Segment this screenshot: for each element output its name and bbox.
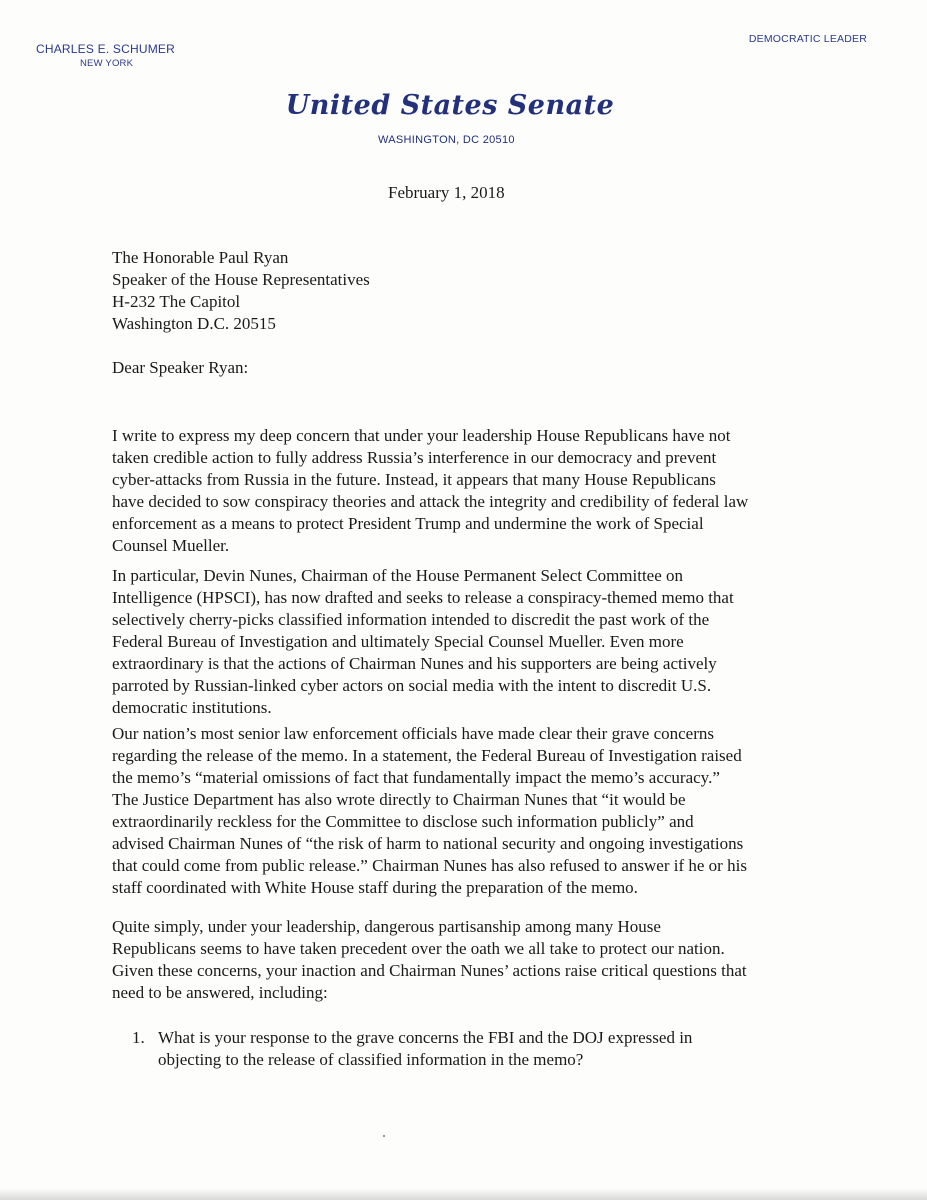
body-paragraph-3 [112,723,872,899]
paragraph-line: Intelligence (HPSCI), has now drafted and seeks to release a conspiracy-themed memo that [112,588,734,607]
body-paragraph-1 [112,425,872,557]
scan-edge-shadow [0,1188,927,1200]
paragraph-line: the memo’s “material omissions of fact that fundamentally impact the memo’s accuracy.” [112,768,720,787]
scan-speck [383,1135,385,1137]
recipient-line: Speaker of the House Representatives [112,270,370,289]
paragraph-line: Federal Bureau of Investigation and ultimately Special Counsel Mueller. Even more [112,632,684,651]
paragraph-line: parroted by Russian-linked cyber actors on social media with the intent to discredit U.S. [112,676,712,695]
list-item-number: 1. [132,1028,145,1047]
paragraph-line: advised Chairman Nunes of “the risk of harm to national security and ongoing investigations [112,834,744,853]
list-item-text [158,1027,692,1071]
list-item-line: What is your response to the grave concerns the FBI and the DOJ expressed in [158,1028,693,1047]
senate-letterhead-title [0,90,900,121]
paragraph-line: need to be answered, including: [112,983,328,1002]
paragraph-line: Quite simply, under your leadership, dangerous partisanship among many House [112,917,661,936]
paragraph-line: In particular, Devin Nunes, Chairman of the House Permanent Select Committee on [112,566,684,585]
paragraph-line: regarding the release of the memo. In a statement, the Federal Bureau of Investigation raised [112,746,742,765]
paragraph-line: I write to express my deep concern that under your leadership House Republicans have not [112,426,731,445]
recipient-address-block [112,247,370,335]
paragraph-line: taken credible action to fully address Russia’s interference in our democracy and prevent [112,448,717,467]
paragraph-line: have decided to sow conspiracy theories and attack the integrity and credibility of federal law [112,492,749,511]
paragraph-line: staff coordinated with White House staff during the preparation of the memo. [112,878,638,897]
paragraph-line: Our nation’s most senior law enforcement officials have made clear their grave concerns [112,724,715,743]
paragraph-line: The Justice Department has also wrote directly to Chairman Nunes that “it would be [112,790,686,809]
senate-title-text: United States Senate [285,90,615,121]
sender-name: CHARLES E. SCHUMER [36,42,175,56]
recipient-line: Washington D.C. 20515 [112,314,276,333]
paragraph-line: extraordinarily reckless for the Committee to disclose such information publicly” and [112,812,694,831]
paragraph-line: Counsel Mueller. [112,536,230,555]
paragraph-line: democratic institutions. [112,698,272,717]
body-paragraph-4 [112,916,872,1004]
salutation: Dear Speaker Ryan: [112,358,249,377]
paragraph-line: that could come from public release.” Chairman Nunes has also refused to answer if he or his [112,856,747,875]
sender-state: NEW YORK [80,58,134,69]
paragraph-line: extraordinary is that the actions of Chairman Nunes and his supporters are being actively [112,654,717,673]
recipient-line: The Honorable Paul Ryan [112,248,289,267]
letter-date: February 1, 2018 [388,183,505,202]
list-item-line: objecting to the release of classified information in the memo? [158,1050,584,1069]
senate-address: WASHINGTON, DC 20510 [378,134,515,146]
paragraph-line: cyber-attacks from Russia in the future. Instead, it appears that many House Republicans [112,470,716,489]
paragraph-line: selectively cherry-picks classified information intended to discredit the past work of the [112,610,710,629]
leader-title: DEMOCRATIC LEADER [748,33,867,45]
paragraph-line: Republicans seems to have taken precedent over the oath we all take to protect our nation. [112,939,725,958]
paragraph-line: Given these concerns, your inaction and Chairman Nunes’ actions raise critical questions that [112,961,747,980]
paragraph-line: enforcement as a means to protect President Trump and undermine the work of Special [112,514,704,533]
body-paragraph-2 [112,565,872,719]
recipient-line: H-232 The Capitol [112,292,241,311]
